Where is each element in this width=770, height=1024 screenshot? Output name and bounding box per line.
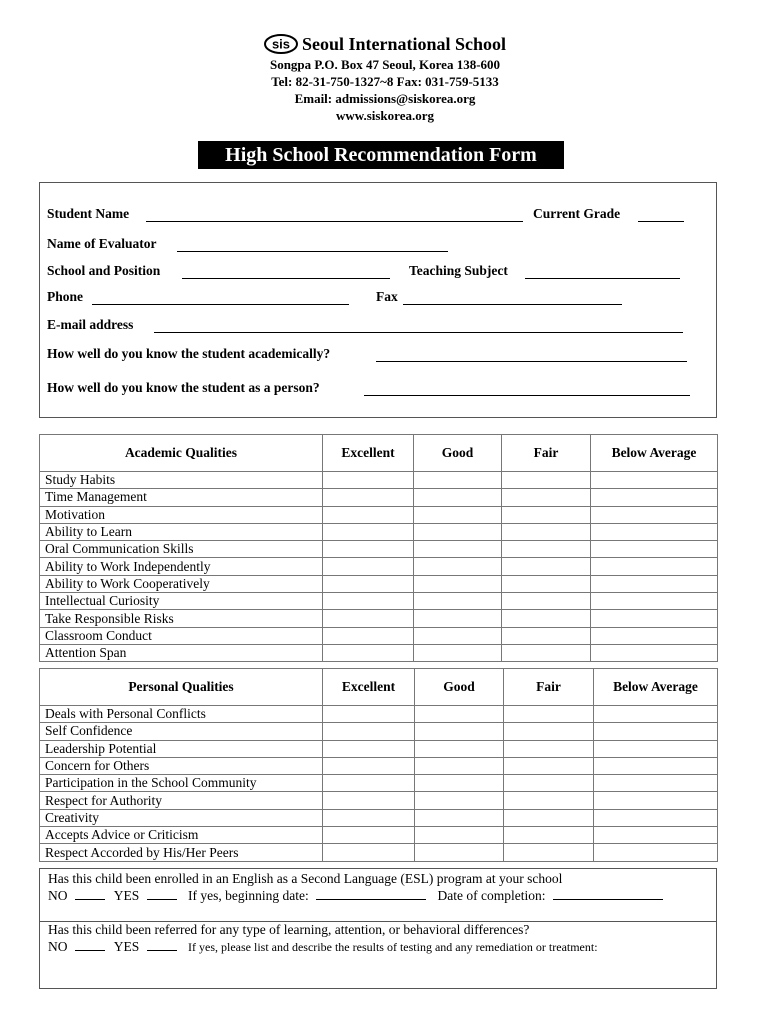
rating-cell-excellent[interactable] — [323, 706, 415, 723]
esl-completion-field[interactable] — [553, 899, 663, 900]
rating-cell-good[interactable] — [414, 627, 502, 644]
rating-cell-good[interactable] — [415, 757, 504, 774]
table-row — [40, 627, 718, 644]
table-row — [40, 792, 718, 809]
rating-cell-below-average[interactable] — [591, 627, 718, 644]
referral-no-field[interactable] — [75, 950, 105, 951]
quality-label: Ability to Work Independently — [40, 558, 323, 575]
rating-cell-fair[interactable] — [502, 575, 591, 592]
rating-cell-fair[interactable] — [502, 489, 591, 506]
rating-cell-fair[interactable] — [504, 792, 594, 809]
table-row — [40, 610, 718, 627]
esl-question: Has this child been enrolled in an English as a Second Language (ESL) program at your school — [48, 871, 563, 886]
rating-cell-fair[interactable] — [502, 523, 591, 540]
esl-yes-field[interactable] — [147, 899, 177, 900]
rating-cell-excellent[interactable] — [323, 844, 415, 861]
rating-cell-excellent[interactable] — [323, 740, 415, 757]
know-academic-field[interactable] — [376, 361, 687, 362]
rating-cell-below-average[interactable] — [591, 472, 718, 489]
rating-cell-fair[interactable] — [504, 723, 594, 740]
esl-yes-label: YES — [113, 888, 140, 903]
quality-label: Oral Communication Skills — [40, 541, 323, 558]
quality-label: Respect Accorded by His/Her Peers — [40, 844, 323, 861]
rating-cell-good[interactable] — [415, 844, 504, 861]
referral-answer-line — [48, 939, 598, 955]
quality-label: Creativity — [40, 809, 323, 826]
rating-cell-good[interactable] — [415, 827, 504, 844]
rating-cell-below-average[interactable] — [594, 809, 718, 826]
teaching-subject-label: Teaching Subject — [409, 263, 508, 278]
email-label: E-mail address — [47, 317, 134, 332]
rating-cell-good[interactable] — [415, 809, 504, 826]
rating-cell-fair[interactable] — [504, 740, 594, 757]
rating-cell-below-average[interactable] — [591, 506, 718, 523]
quality-label: Time Management — [40, 489, 323, 506]
rating-cell-excellent[interactable] — [323, 827, 415, 844]
rating-cell-excellent[interactable] — [323, 757, 415, 774]
quality-label: Study Habits — [40, 472, 323, 489]
academic-header-row — [40, 435, 718, 472]
phone-label: Phone — [47, 289, 84, 304]
rating-cell-excellent[interactable] — [323, 809, 415, 826]
referral-instruction: If yes, please list and describe the results of testing and any remediation or treatment: — [188, 940, 598, 954]
student-name-field[interactable] — [146, 221, 523, 222]
rating-cell-fair[interactable] — [502, 627, 591, 644]
rating-header-excellent: Excellent — [323, 669, 415, 706]
rating-cell-fair[interactable] — [502, 541, 591, 558]
rating-header-good: Good — [415, 669, 504, 706]
table-row — [40, 523, 718, 540]
rating-header-fair: Fair — [504, 669, 594, 706]
know-person-label: How well do you know the student as a person? — [47, 380, 320, 395]
rating-header-fair: Fair — [502, 435, 591, 472]
rating-cell-below-average[interactable] — [591, 644, 718, 661]
esl-beginning-label: If yes, beginning date: — [188, 888, 309, 903]
table-row — [40, 541, 718, 558]
table-row — [40, 827, 718, 844]
rating-cell-below-average[interactable] — [594, 740, 718, 757]
rating-cell-excellent[interactable] — [323, 523, 414, 540]
rating-cell-good[interactable] — [414, 644, 502, 661]
table-row — [40, 575, 718, 592]
rating-cell-below-average[interactable] — [594, 723, 718, 740]
table-row — [40, 740, 718, 757]
evaluator-label: Name of Evaluator — [47, 236, 157, 251]
rating-cell-below-average[interactable] — [591, 575, 718, 592]
rating-cell-good[interactable] — [415, 723, 504, 740]
school-position-field[interactable] — [182, 278, 390, 279]
current-grade-field[interactable] — [638, 221, 684, 222]
rating-cell-excellent[interactable] — [323, 792, 415, 809]
school-logo-icon — [264, 34, 298, 54]
rating-cell-fair[interactable] — [502, 593, 591, 610]
quality-label: Ability to Work Cooperatively — [40, 575, 323, 592]
quality-label: Participation in the School Community — [40, 775, 323, 792]
quality-label: Intellectual Curiosity — [40, 593, 323, 610]
rating-cell-excellent[interactable] — [323, 627, 414, 644]
referral-yes-field[interactable] — [147, 950, 177, 951]
rating-cell-excellent[interactable] — [323, 506, 414, 523]
table-row — [40, 809, 718, 826]
rating-cell-excellent[interactable] — [323, 489, 414, 506]
form-title: High School Recommendation Form — [198, 141, 564, 169]
rating-cell-good[interactable] — [415, 740, 504, 757]
referral-no-label: NO — [48, 939, 68, 954]
academic-qualities-table — [39, 434, 718, 662]
rating-cell-good[interactable] — [414, 610, 502, 627]
rating-cell-good[interactable] — [415, 706, 504, 723]
rating-cell-good[interactable] — [414, 489, 502, 506]
rating-cell-fair[interactable] — [502, 472, 591, 489]
rating-cell-good[interactable] — [414, 575, 502, 592]
rating-header-below-average: Below Average — [591, 435, 718, 472]
rating-cell-good[interactable] — [414, 523, 502, 540]
school-website: www.siskorea.org — [336, 108, 434, 123]
quality-label: Leadership Potential — [40, 740, 323, 757]
rating-cell-excellent[interactable] — [323, 644, 414, 661]
rating-cell-excellent[interactable] — [323, 541, 414, 558]
personal-qualities-table — [39, 668, 718, 862]
esl-completion-label: Date of completion: — [437, 888, 546, 903]
current-grade-label: Current Grade — [533, 206, 621, 221]
table-row — [40, 723, 718, 740]
quality-label: Motivation — [40, 506, 323, 523]
rating-cell-fair[interactable] — [504, 706, 594, 723]
esl-no-field[interactable] — [75, 899, 105, 900]
quality-label: Respect for Authority — [40, 792, 323, 809]
esl-referral-section — [39, 868, 717, 989]
fax-label: Fax — [376, 289, 398, 304]
academic-qualities-heading: Academic Qualities — [40, 435, 323, 472]
quality-label: Accepts Advice or Criticism — [40, 827, 323, 844]
rating-cell-excellent[interactable] — [323, 610, 414, 627]
rating-cell-good[interactable] — [414, 593, 502, 610]
rating-header-below-average: Below Average — [594, 669, 718, 706]
know-person-field[interactable] — [364, 395, 690, 396]
rating-cell-below-average[interactable] — [594, 792, 718, 809]
school-position-label: School and Position — [47, 263, 161, 278]
student-name-label: Student Name — [47, 206, 130, 221]
table-row — [40, 506, 718, 523]
school-name-line — [0, 32, 770, 56]
personal-header-row — [40, 669, 718, 706]
rating-header-good: Good — [414, 435, 502, 472]
table-row — [40, 472, 718, 489]
rating-cell-below-average[interactable] — [591, 610, 718, 627]
rating-cell-good[interactable] — [414, 472, 502, 489]
referral-yes-label: YES — [113, 939, 140, 954]
rating-cell-below-average[interactable] — [591, 541, 718, 558]
table-row — [40, 558, 718, 575]
rating-cell-below-average[interactable] — [591, 558, 718, 575]
quality-label: Classroom Conduct — [40, 627, 323, 644]
table-row — [40, 775, 718, 792]
rating-cell-fair[interactable] — [504, 809, 594, 826]
quality-label: Self Confidence — [40, 723, 323, 740]
rating-cell-fair[interactable] — [502, 506, 591, 523]
table-row — [40, 489, 718, 506]
esl-answer-line — [48, 888, 663, 904]
school-email: Email: admissions@siskorea.org — [294, 91, 476, 106]
rating-cell-fair[interactable] — [504, 775, 594, 792]
rating-cell-good[interactable] — [414, 558, 502, 575]
table-row — [40, 757, 718, 774]
table-row — [40, 644, 718, 661]
quality-label: Concern for Others — [40, 757, 323, 774]
esl-no-label: NO — [48, 888, 68, 903]
rating-cell-fair[interactable] — [504, 844, 594, 861]
school-phone-fax: Tel: 82-31-750-1327~8 Fax: 031-759-5133 — [271, 74, 499, 89]
quality-label: Deals with Personal Conflicts — [40, 706, 323, 723]
rating-cell-fair[interactable] — [502, 558, 591, 575]
personal-qualities-heading: Personal Qualities — [40, 669, 323, 706]
quality-label: Ability to Learn — [40, 523, 323, 540]
quality-label: Take Responsible Risks — [40, 610, 323, 627]
rating-cell-fair[interactable] — [502, 644, 591, 661]
rating-cell-excellent[interactable] — [323, 775, 415, 792]
evaluator-field[interactable] — [177, 251, 448, 252]
school-header — [0, 32, 770, 124]
quality-label: Attention Span — [40, 644, 323, 661]
school-name: Seoul International School — [301, 33, 507, 54]
rating-cell-excellent[interactable] — [323, 723, 415, 740]
know-academic-label: How well do you know the student academically? — [47, 346, 331, 361]
table-row — [40, 844, 718, 861]
rating-cell-good[interactable] — [414, 541, 502, 558]
rating-cell-fair[interactable] — [502, 610, 591, 627]
rating-cell-excellent[interactable] — [323, 472, 414, 489]
rating-cell-good[interactable] — [415, 792, 504, 809]
rating-cell-below-average[interactable] — [591, 523, 718, 540]
school-address: Songpa P.O. Box 47 Seoul, Korea 138-600 — [269, 57, 501, 72]
rating-cell-below-average[interactable] — [594, 775, 718, 792]
rating-cell-excellent[interactable] — [323, 558, 414, 575]
teaching-subject-field[interactable] — [525, 278, 680, 279]
email-field[interactable] — [154, 332, 683, 333]
rating-cell-good[interactable] — [415, 775, 504, 792]
referral-question: Has this child been referred for any type of learning, attention, or behavioral differences? — [48, 922, 530, 937]
rating-header-excellent: Excellent — [323, 435, 414, 472]
rating-cell-good[interactable] — [414, 506, 502, 523]
rating-cell-excellent[interactable] — [323, 593, 414, 610]
rating-cell-below-average[interactable] — [591, 593, 718, 610]
rating-cell-below-average[interactable] — [594, 844, 718, 861]
evaluator-info-section — [39, 182, 717, 418]
table-row — [40, 593, 718, 610]
table-row — [40, 706, 718, 723]
esl-beginning-field[interactable] — [316, 899, 426, 900]
rating-cell-below-average[interactable] — [591, 489, 718, 506]
rating-cell-fair[interactable] — [504, 827, 594, 844]
rating-cell-excellent[interactable] — [323, 575, 414, 592]
rating-cell-below-average[interactable] — [594, 757, 718, 774]
rating-cell-below-average[interactable] — [594, 706, 718, 723]
svg-text:sis: sis — [271, 36, 291, 52]
fax-field[interactable] — [403, 304, 622, 305]
rating-cell-below-average[interactable] — [594, 827, 718, 844]
rating-cell-fair[interactable] — [504, 757, 594, 774]
phone-field[interactable] — [92, 304, 349, 305]
